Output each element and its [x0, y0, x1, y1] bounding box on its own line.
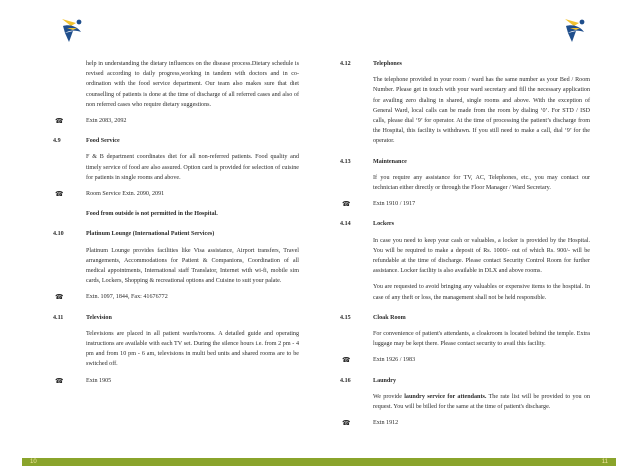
- extension-line: ☎ Extn 1912: [342, 419, 399, 428]
- section-paragraph: The telephone provided in your room / ward has the same number as your Bed / Room Number. Please get in touch with your ward secretary and fill the necessary application for availing zero dialing in shared, single rooms and above. With the exception of General Ward, local calls can be made from the room by dialing ‘0’. For STD / ISD calls, please dial ‘9’ for operator. At the time of processing the patient’s discharge from the Hospital, this facility is withdrawn. If you still need to make a call, dial ‘9’ for the operator.: [373, 77, 590, 145]
- page-number: 11: [601, 459, 608, 465]
- right-page: [319, 0, 638, 472]
- section-paragraph: We provide laundry service for attendants. The rate list will be provided to you on request. You will be billed for the same at the time of patient's discharge.: [373, 393, 591, 411]
- right-content: [340, 59, 590, 428]
- section-number: 4.12: [340, 61, 351, 67]
- section-platinum-lounge: [53, 229, 299, 239]
- phone-icon: ☎: [55, 293, 64, 302]
- extension-line: ☎ Extn 1926 / 1983: [342, 356, 416, 365]
- section-paragraph: Televisions are placed in all patient wards/rooms. A detailed guide and operating instructions are available with each TV set. During the silence hours i.e. from 2 pm - 4 pm and from 10 pm - 6 am, televisions in multi bed units and shared rooms are to be switched off.: [86, 330, 299, 368]
- extension-line: ☎ Extn 2083, 2092: [55, 117, 127, 126]
- section-paragraph: Platinum Lounge provides facilities like Visa assistance, Airport transfers, Travel arrangements, Accommodations for Patient & Companions, Coordination of all medical appointments, International staff Translator, Internet with wi-fi, mobile sim cards, Lockers, Shopping & recreational options and Cuisine to suit your palate.: [86, 247, 299, 285]
- hospital-logo-icon: [59, 16, 85, 44]
- phone-icon: ☎: [55, 376, 64, 385]
- section-laundry: [340, 376, 590, 386]
- section-title: Television: [86, 314, 112, 321]
- section-food-service: [53, 136, 299, 146]
- phone-icon: ☎: [342, 200, 351, 209]
- hospital-logo-icon: [562, 16, 588, 44]
- section-lockers: [340, 219, 590, 229]
- section-number: 4.11: [53, 314, 64, 321]
- section-telephones: [340, 59, 590, 69]
- section-paragraph: For convenience of patient's attendants, a cloakroom is located behind the temple. Extra luggage may be kept there. Please contact security to avail this facility.: [373, 331, 590, 348]
- extension-line: ☎ Extn. 1097, 1844, Fax: 41676772: [55, 293, 168, 302]
- extension-line: ☎ Extn 1910 / 1917: [342, 200, 416, 209]
- left-content: [53, 59, 299, 386]
- section-paragraph: If you require any assistance for TV, AC, Telephones, etc., you may contact our technician either directly or through the Floor Manager / Ward Secretary.: [373, 174, 590, 192]
- laundry-highlight: laundry service for attendants.: [404, 393, 487, 400]
- section-number: 4.14: [340, 221, 351, 228]
- section-paragraph: You are requested to avoid bringing any valuables or expensive items to the hospital. In case of any theft or loss, the management shall not be held responsible.: [373, 284, 590, 301]
- section-number: 4.10: [53, 231, 64, 238]
- section-title: Lockers: [373, 221, 394, 228]
- intro-paragraph: help in understanding the dietary influences on the disease process.Dietary schedule is revised according to daily progress,working in tandem with doctors and in co-ordination with the food service department. Our team also makes sure that diet counselling of patients is done at the time of discharge of all referred cases and also of non referred cases who require dietary suggestions.: [86, 61, 299, 108]
- phone-icon: ☎: [55, 117, 64, 126]
- section-number: 4.16: [340, 377, 351, 384]
- section-paragraph: In case you need to keep your cash or valuables, a locker is provided by the Hospital. You will be required to make a deposit of Rs. 1000/- out of which Rs. 900/- will be refundable at the time of discharge. Please contact Security Control Room for further assistance. Locker facility is also available in DLX and above rooms.: [373, 237, 590, 275]
- section-title: Platinum Lounge (International Patient Services): [86, 231, 215, 238]
- section-number: 4.9: [53, 138, 61, 145]
- extension-line: ☎ Room Service Extn. 2090, 2091: [55, 190, 165, 199]
- section-note: Food from outside is not permitted in the Hospital.: [86, 211, 218, 218]
- section-title: Telephones: [373, 61, 402, 67]
- section-paragraph: F & B department coordinates diet for all non-referred patients. Food quality and timely service of food are also assured. Option card is provided for selection of cuisine for patients in single rooms and above.: [86, 154, 299, 181]
- section-title: Laundry: [373, 377, 397, 384]
- section-title: Maintenance: [373, 158, 407, 165]
- section-title: Cloak Room: [373, 314, 406, 321]
- page-footer-bar: [22, 458, 319, 466]
- section-television: [53, 313, 299, 323]
- page-footer-bar: [319, 458, 616, 466]
- page-number: 10: [30, 459, 37, 465]
- section-cloak-room: [340, 313, 590, 323]
- section-title: Food Service: [86, 138, 120, 145]
- section-maintenance: [340, 157, 590, 167]
- section-number: 4.13: [340, 158, 351, 165]
- section-number: 4.15: [340, 314, 351, 321]
- phone-icon: ☎: [342, 356, 351, 365]
- extension-line: ☎ Extn 1905: [55, 376, 112, 385]
- phone-icon: ☎: [342, 419, 351, 428]
- phone-icon: ☎: [55, 190, 64, 199]
